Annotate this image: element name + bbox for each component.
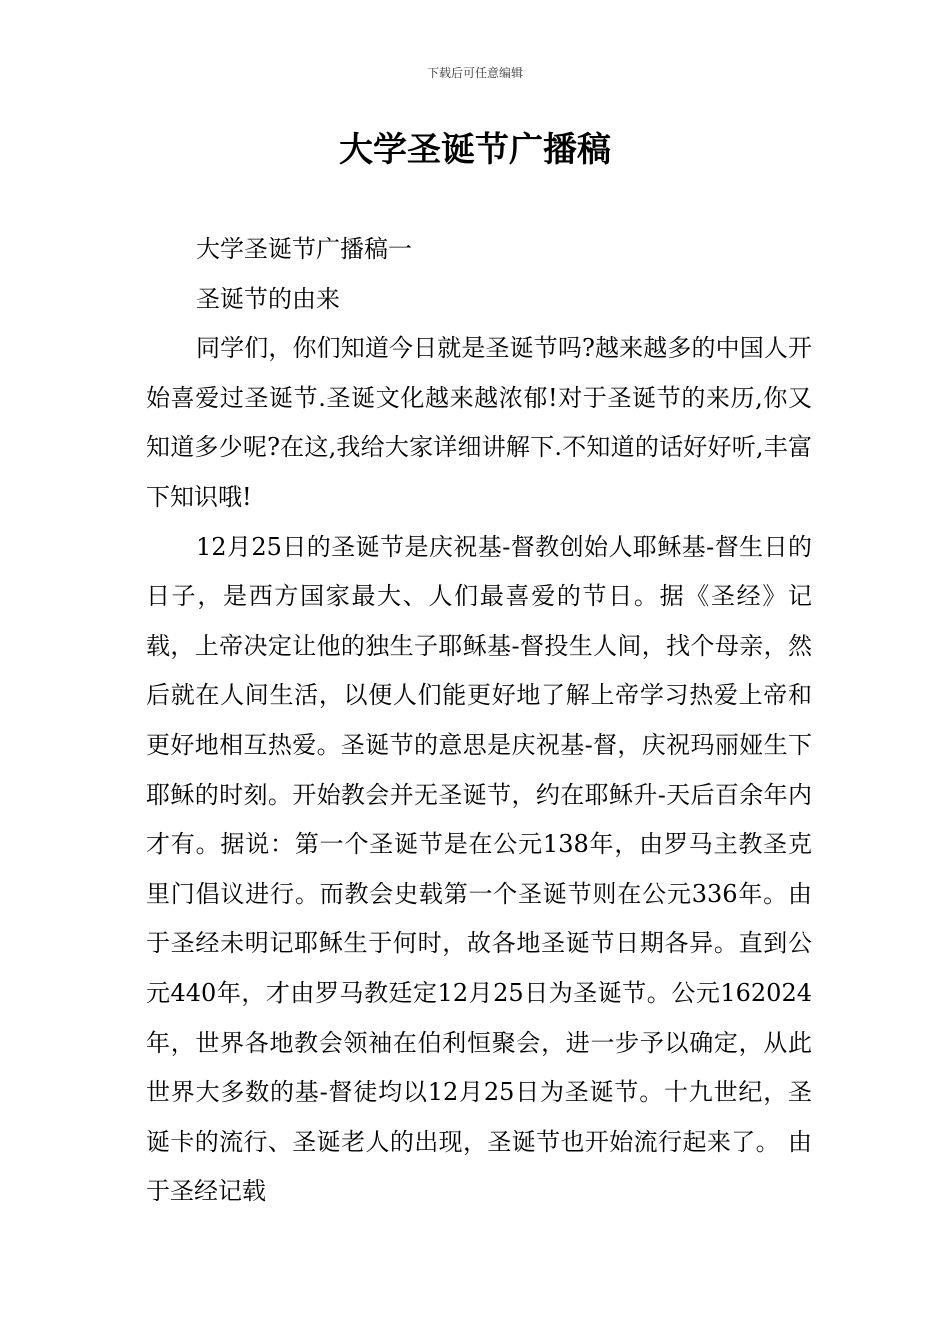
history-paragraph: 12月25日的圣诞节是庆祝基-督教创始人耶稣基-督生日的日子，是西方国家最大、人们最喜爱的节日。据《圣经》记载，上帝决定让他的独生子耶稣基-督投生人间，找个母亲，然后就在人间生活，以便人们能更好地了解上帝学习热爱上帝和更好地相互热爱。圣诞节的意思是庆祝基-督，庆祝玛丽娅生下耶稣的时刻。开始教会并无圣诞节，约在耶稣升-天后百余年内才有。据说：第一个圣诞节是在公元138年，由罗马主教圣克里门倡议进行。而教会史载第一个圣诞节则在公元336年。由于圣经未明记耶稣生于何时，故各地圣诞节日期各异。直到公元440年，才由罗马教廷定12月25日为圣诞节。公元162024年，世界各地教会领袖在伯利恒聚会，进一步予以确定，从此世界大多数的基-督徒均以12月25日为圣诞节。十九世纪，圣诞卡的流行、圣诞老人的出现，圣诞节也开始流行起来了。 由于圣经记载 (146, 532, 812, 1206)
subtitle-paragraph: 大学圣诞节广播稿一 (196, 235, 412, 263)
document-body (146, 225, 812, 1217)
intro-paragraph: 同学们，你们知道今日就是圣诞节吗?越来越多的中国人开始喜爱过圣诞节.圣诞文化越来越浓郁!对于圣诞节的来历,你又知道多少呢?在这,我给大家详细讲解下.不知道的话好好听,丰富下知识哦! (146, 334, 812, 511)
document-title: 大学圣诞节广播稿 (339, 130, 611, 170)
section-heading-paragraph: 圣诞节的由来 (196, 284, 340, 313)
page-header-note: 下载后可任意编辑 (426, 66, 523, 80)
